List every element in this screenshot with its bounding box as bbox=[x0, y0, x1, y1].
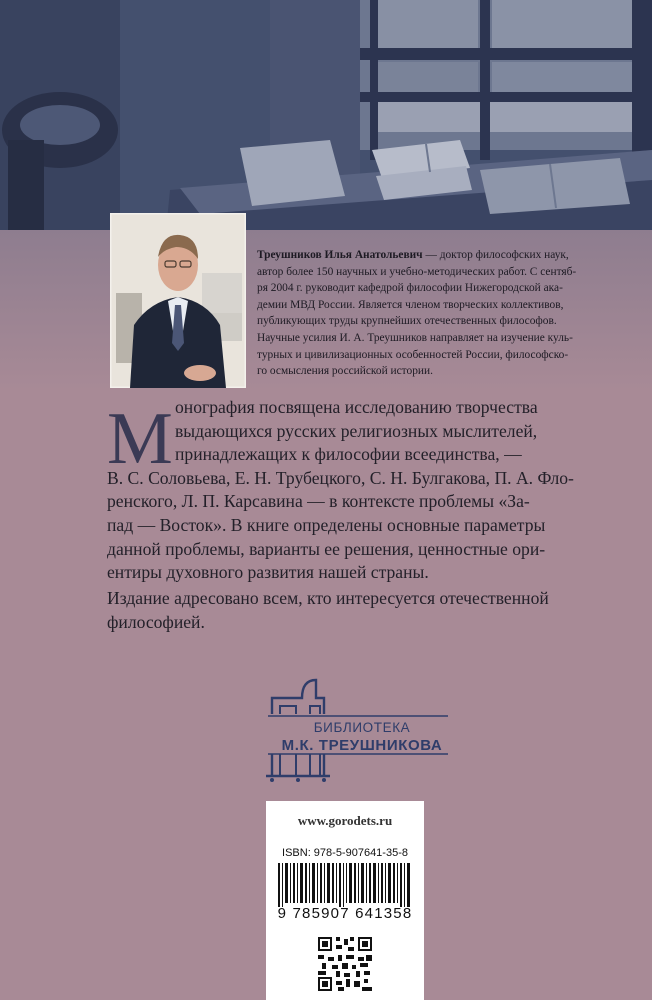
book-description bbox=[107, 396, 613, 585]
logo-title-line1: БИБЛИОТЕКА bbox=[313, 720, 411, 735]
drop-cap-letter: М bbox=[107, 398, 173, 480]
description-line: данной проблемы, варианты ее решения, ценностные ори- bbox=[107, 538, 546, 559]
description-line: ренского, Л. П. Карсавина — в контексте проблемы «За- bbox=[107, 491, 530, 512]
barcode-icon bbox=[278, 863, 412, 907]
author-bio bbox=[257, 247, 627, 380]
qr-code-icon bbox=[318, 937, 372, 991]
author-name: Треушников Илья Анатольевич bbox=[257, 249, 423, 261]
library-logo bbox=[262, 676, 458, 786]
bio-line: Научные усилия И. А. Треушников направляет на изучение куль- bbox=[257, 331, 573, 344]
description-line: онография посвящена исследованию творчества bbox=[175, 397, 538, 417]
audience-note bbox=[107, 586, 613, 634]
author-portrait bbox=[110, 213, 246, 388]
logo-title-line2: М.К. ТРЕУШНИКОВА bbox=[281, 737, 443, 754]
barcode-digits: 9 785907 641358 bbox=[277, 905, 413, 922]
audience-line: философией. bbox=[107, 612, 205, 632]
description-line: выдающихся русских религиозных мыслителей, bbox=[175, 420, 538, 441]
bio-line: публикующих труды крупнейших отечественных философов. bbox=[257, 315, 557, 328]
bio-line: демии МВД России. Является членом творческих коллективов, bbox=[257, 298, 564, 311]
description-line: принадлежащих к философии всеединства, — bbox=[175, 444, 522, 465]
description-line: пад — Восток». В книге определены основные параметры bbox=[107, 514, 546, 535]
isbn-number: ISBN: 978-5-907641-35-8 bbox=[282, 847, 408, 859]
bio-line: го осмысления российской истории. bbox=[257, 365, 433, 378]
bio-line: автор более 150 научных и учебно-методических работ. С сентяб- bbox=[257, 265, 577, 278]
bio-line: — доктор философских наук, bbox=[422, 249, 569, 261]
bio-line: турных и цивилизационных особенностей России, философско- bbox=[257, 348, 569, 361]
bio-line: ря 2004 г. руководит кафедрой философии Нижегородской ака- bbox=[257, 282, 563, 295]
isbn-badge bbox=[266, 801, 424, 1000]
description-line: В. С. Соловьева, Е. Н. Трубецкого, С. Н. Булгакова, П. А. Фло- bbox=[107, 467, 574, 488]
audience-line: Издание адресовано всем, кто интересуется отечественной bbox=[107, 588, 549, 608]
publisher-website: www.gorodets.ru bbox=[297, 813, 393, 828]
description-line: ентиры духовного развития нашей страны. bbox=[107, 562, 429, 583]
